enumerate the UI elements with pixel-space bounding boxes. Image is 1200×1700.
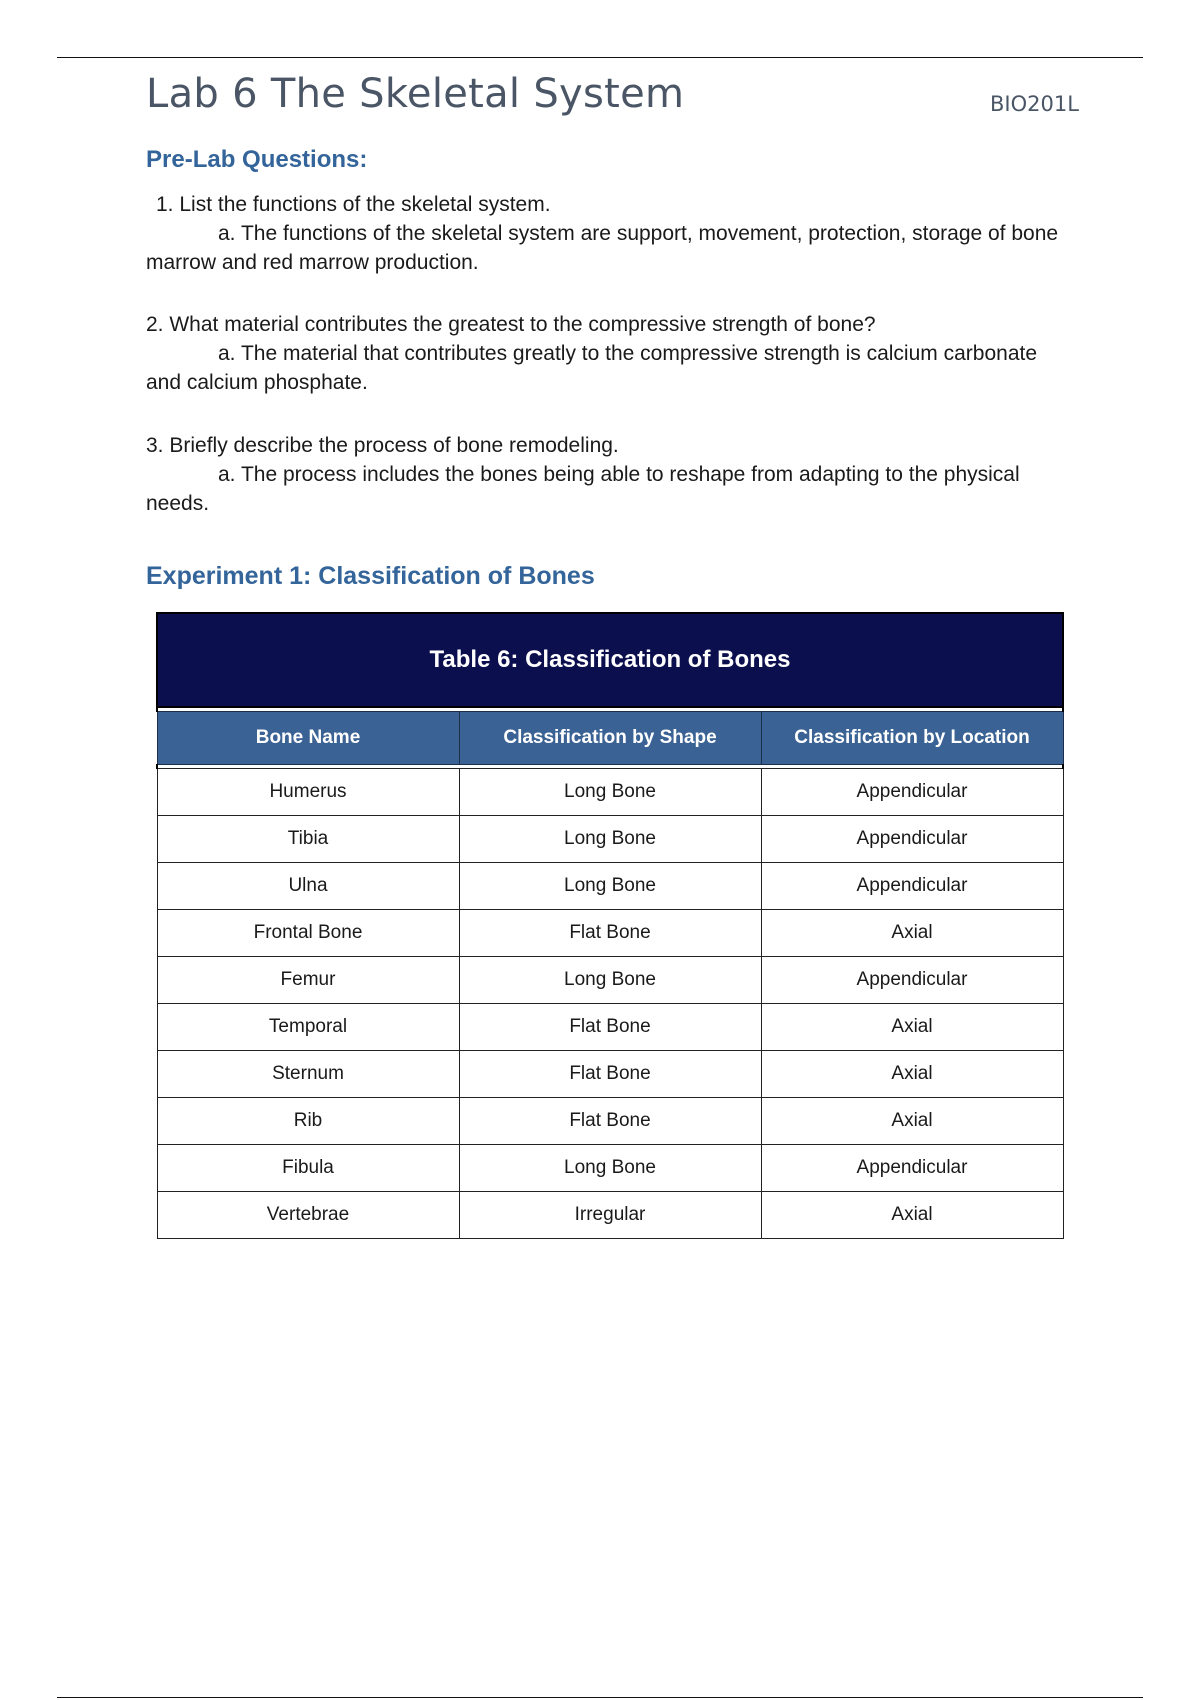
location-cell: Appendicular bbox=[761, 769, 1063, 816]
column-header-bone-name: Bone Name bbox=[157, 712, 459, 765]
experiment-heading: Experiment 1: Classification of Bones bbox=[146, 562, 595, 590]
location-cell: Axial bbox=[761, 1098, 1063, 1145]
answer-text: a. The material that contributes greatly to the compressive strength is calcium carbonate and calcium phosphate. bbox=[146, 342, 1038, 394]
question-text: 2. What material contributes the greatest to the compressive strength of bone? bbox=[146, 313, 876, 336]
bone-name-cell: Humerus bbox=[157, 769, 459, 816]
location-cell: Axial bbox=[761, 910, 1063, 957]
location-cell: Appendicular bbox=[761, 957, 1063, 1004]
shape-cell: Flat Bone bbox=[459, 1004, 761, 1051]
bone-name-cell: Temporal bbox=[157, 1004, 459, 1051]
shape-cell: Long Bone bbox=[459, 769, 761, 816]
answer-text: a. The functions of the skeletal system are support, movement, protection, storage of bone marrow and red marrow production. bbox=[146, 222, 1059, 274]
location-cell: Axial bbox=[761, 1051, 1063, 1098]
table-row bbox=[157, 1192, 1063, 1239]
course-code: BIO201L bbox=[990, 92, 1079, 116]
bone-name-cell: Rib bbox=[157, 1098, 459, 1145]
shape-cell: Flat Bone bbox=[459, 910, 761, 957]
table-row bbox=[157, 769, 1063, 816]
table-header-row bbox=[157, 712, 1063, 765]
table-caption: Table 6: Classification of Bones bbox=[157, 613, 1063, 707]
prelab-question-2 bbox=[146, 310, 1076, 397]
shape-cell: Long Bone bbox=[459, 957, 761, 1004]
shape-cell: Flat Bone bbox=[459, 1098, 761, 1145]
table-row bbox=[157, 1051, 1063, 1098]
answer-text: a. The process includes the bones being able to reshape from adapting to the physical needs. bbox=[146, 463, 1020, 515]
location-cell: Axial bbox=[761, 1192, 1063, 1239]
bone-name-cell: Ulna bbox=[157, 863, 459, 910]
table-row bbox=[157, 1145, 1063, 1192]
table-row bbox=[157, 863, 1063, 910]
bone-name-cell: Vertebrae bbox=[157, 1192, 459, 1239]
shape-cell: Long Bone bbox=[459, 816, 761, 863]
bone-name-cell: Femur bbox=[157, 957, 459, 1004]
bone-name-cell: Sternum bbox=[157, 1051, 459, 1098]
table-row bbox=[157, 910, 1063, 957]
prelab-question-1 bbox=[146, 190, 1076, 277]
table-row bbox=[157, 1098, 1063, 1145]
bone-classification-table bbox=[156, 612, 1064, 1239]
shape-cell: Flat Bone bbox=[459, 1051, 761, 1098]
shape-cell: Irregular bbox=[459, 1192, 761, 1239]
column-header-shape: Classification by Shape bbox=[459, 712, 761, 765]
bone-name-cell: Frontal Bone bbox=[157, 910, 459, 957]
location-cell: Axial bbox=[761, 1004, 1063, 1051]
location-cell: Appendicular bbox=[761, 816, 1063, 863]
prelab-heading: Pre-Lab Questions: bbox=[146, 146, 368, 173]
location-cell: Appendicular bbox=[761, 863, 1063, 910]
prelab-question-3 bbox=[146, 431, 1076, 518]
location-cell: Appendicular bbox=[761, 1145, 1063, 1192]
table-row bbox=[157, 816, 1063, 863]
bone-name-cell: Tibia bbox=[157, 816, 459, 863]
footer-rule bbox=[57, 1697, 1143, 1698]
bone-name-cell: Fibula bbox=[157, 1145, 459, 1192]
document-title: Lab 6 The Skeletal System bbox=[146, 71, 685, 117]
shape-cell: Long Bone bbox=[459, 1145, 761, 1192]
column-header-location: Classification by Location bbox=[761, 712, 1063, 765]
question-text: 1. List the functions of the skeletal system. bbox=[156, 193, 551, 216]
table-row bbox=[157, 1004, 1063, 1051]
question-text: 3. Briefly describe the process of bone remodeling. bbox=[146, 434, 619, 457]
header-rule bbox=[57, 57, 1143, 58]
table-row bbox=[157, 957, 1063, 1004]
shape-cell: Long Bone bbox=[459, 863, 761, 910]
